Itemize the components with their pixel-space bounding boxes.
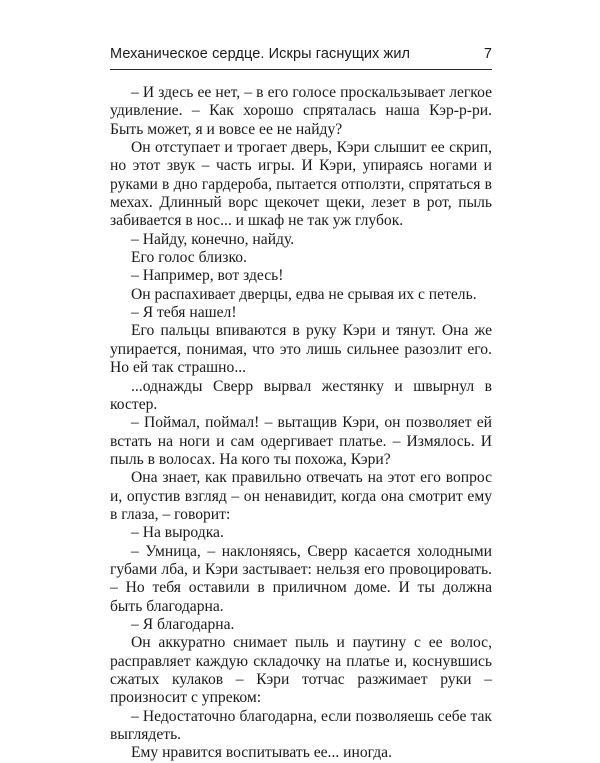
- paragraph: Ему нравится воспитывать ее... иногда.: [131, 744, 392, 762]
- paragraph: – Поймал, поймал! – вытащив Кэри, он позволяет ей встать на ноги и сам одергивает платье. – Измялось. И пыль в волосах. На кого ты похожа, Кэри?: [110, 414, 492, 468]
- paragraph: Он отступает и трогает дверь, Кэри слышит ее скрип, но этот звук – часть игры. И Кэри, упираясь ногами и руками в дно гардероба, пытается отползти, спрятаться в мехах. Длинный ворс щекочет щеки, лезет в рот, пыль забивается в нос... и шкаф не так уж глубок.: [110, 139, 492, 230]
- paragraph: – Найду, конечно, найду.: [131, 230, 295, 248]
- paragraph: – Умница, – наклоняясь, Сверр касается холодными губами лба, и Кэри застывает: нельзя его провоцировать. – Но тебя оставили в приличном доме. И ты должна быть благодарна.: [110, 542, 492, 615]
- paragraph: Его голос близко.: [131, 249, 247, 267]
- page-number: 7: [483, 46, 492, 62]
- paragraph: – На выродка.: [131, 524, 224, 542]
- paragraph: Он аккуратно снимает пыль и паутину с ее волос, расправляет каждую складочку на платье и, коснувшись сжатых кулаков – Кэри тотчас разжимает руки – произносит с упреком:: [110, 634, 492, 707]
- page-body: [110, 84, 492, 763]
- paragraph: Он распахивает дверцы, едва не срывая их с петель.: [131, 285, 477, 303]
- paragraph: Его пальцы впиваются в руку Кэри и тянут. Она же упирается, понимая, что это лишь сильнее разозлит его. Но ей так страшно...: [110, 322, 492, 377]
- paragraph: – Я тебя нашел!: [131, 304, 237, 322]
- paragraph: ...однажды Сверр вырвал жестянку и швырнул в костер.: [110, 377, 492, 413]
- paragraph: Она знает, как правильно отвечать на этот его вопрос и, опустив взгляд – он ненавидит, когда она смотрит ему в глаза, – говорит:: [110, 469, 492, 523]
- header-rule: [110, 69, 492, 70]
- running-header: [110, 46, 492, 68]
- paragraph: – Недостаточно благодарна, если позволяешь себе так выглядеть.: [110, 707, 492, 744]
- paragraph: – Я благодарна.: [131, 615, 235, 633]
- paragraph: – И здесь ее нет, – в его голосе проскальзывает легкое удивление. – Как хорошо спряталась наша Кэр-р-ри. Быть может, я и вовсе ее не найду?: [110, 84, 492, 138]
- book-title: Механическое сердце. Искры гаснущих жил: [110, 46, 411, 62]
- paragraph: – Например, вот здесь!: [131, 267, 284, 285]
